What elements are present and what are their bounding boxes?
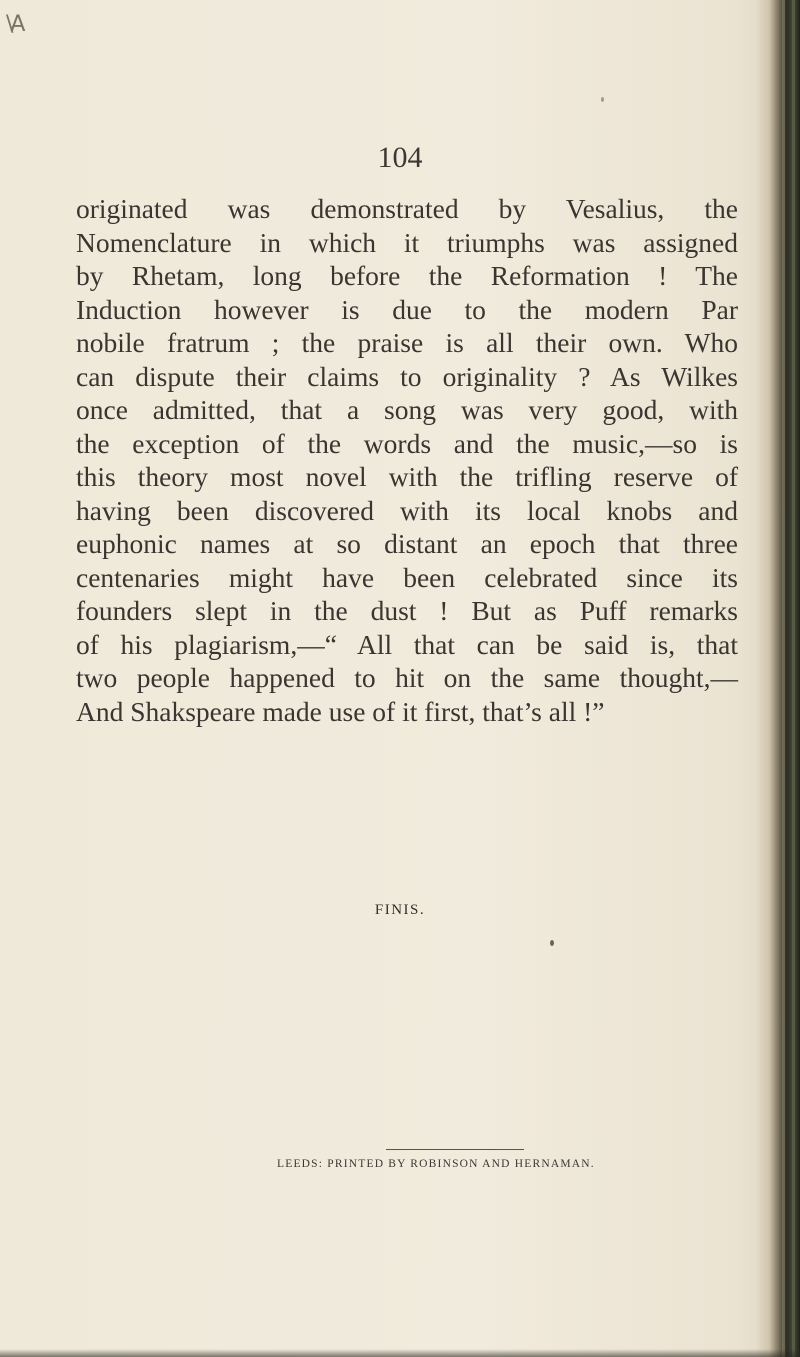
text-line: two people happened to hit on the same thought,—	[76, 662, 738, 693]
text-line: euphonic names at so distant an epoch that three	[76, 528, 738, 559]
text-line: this theory most novel with the trifling reserve of	[76, 461, 738, 492]
ink-speck	[550, 940, 554, 946]
text-line: nobile fratrum ; the praise is all their own. Who	[76, 327, 738, 358]
page-right-edge-shadow	[756, 0, 800, 1357]
page-bottom-edge-shadow	[0, 1349, 800, 1357]
ink-speck	[601, 97, 604, 102]
text-line: by Rhetam, long before the Reformation ! The	[76, 260, 738, 291]
text-line: can dispute their claims to originality ? As Wilkes	[76, 360, 738, 392]
text-line: of his plagiarism,—“ All that can be said is, that	[76, 628, 738, 660]
corner-pencil-mark: \A	[6, 12, 23, 37]
text-line: originated was demonstrated by Vesalius, the	[76, 193, 738, 224]
text-line: Induction however is due to the modern Par	[76, 293, 738, 325]
text-line: the exception of the words and the music,—so is	[76, 427, 738, 459]
text-line: founders slept in the dust ! But as Puff remarks	[76, 595, 738, 626]
finis-heading: FINIS.	[374, 902, 426, 918]
printer-imprint: LEEDS: PRINTED BY ROBINSON AND HERNAMAN.	[277, 1158, 595, 1170]
body-text	[76, 192, 738, 728]
text-line: Nomenclature in which it triumphs was assigned	[76, 226, 738, 258]
text-line: And Shakspeare made use of it first, that’s all !”	[76, 695, 605, 727]
page-number: 104	[377, 141, 423, 174]
binding-stripe	[792, 0, 795, 1357]
imprint-rule	[386, 1149, 524, 1150]
text-line: having been discovered with its local knobs and	[76, 494, 738, 526]
text-line: centenaries might have been celebrated since its	[76, 561, 738, 593]
binding-stripe	[782, 0, 785, 1357]
text-line: once admitted, that a song was very good, with	[76, 394, 738, 425]
